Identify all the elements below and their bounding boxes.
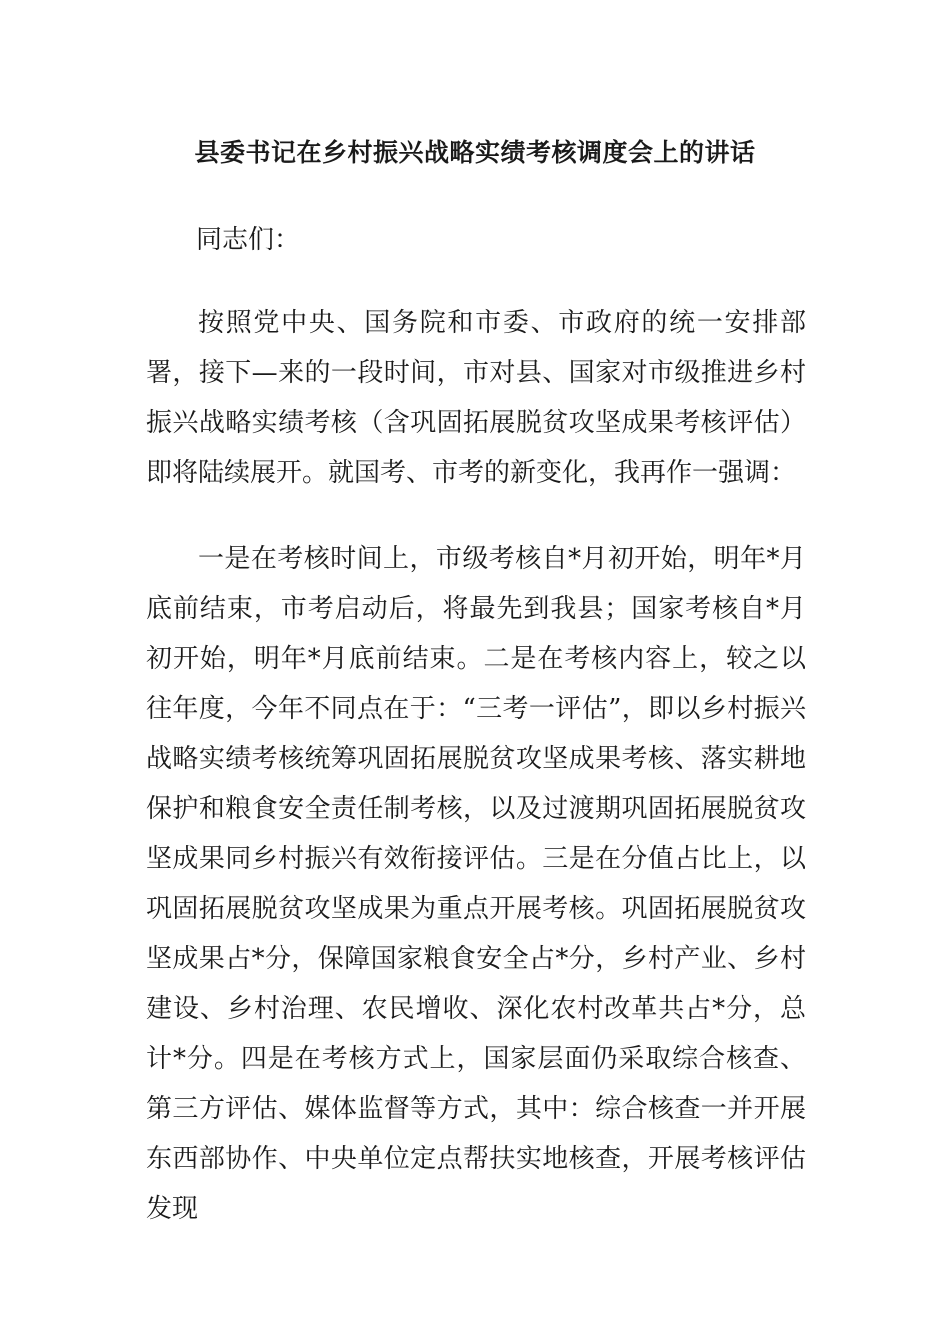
greeting: 同志们：: [196, 225, 301, 255]
paragraph-1: 按照党中央、国务院和市委、市政府的统一安排部署，接下—来的一段时间，市对县、国家对市级推进乡村振兴战略实绩考核（含巩固拓展脱贫攻坚成果考核评估）即将陆续展开。就国考、市考的新变化，我再作一强调：: [146, 308, 806, 488]
paragraph-2: 一是在考核时间上，市级考核自*月初开始，明年*月底前结束，市考启动后，将最先到我县；国家考核自*月初开始，明年*月底前结束。二是在考核内容上，较之以往年度，今年不同点在于：“三考一评估”，即以乡村振兴战略实绩考核统筹巩固拓展脱贫攻坚成果考核、落实耕地保护和粮食安全责任制考核，以及过渡期巩固拓展脱贫攻坚成果同乡村振兴有效衔接评估。三是在分值占比上，以巩固拓展脱贫攻坚成果为重点开展考核。巩固拓展脱贫攻坚成果占*分，保障国家粮食安全占*分，乡村产业、乡村建设、乡村治理、农民增收、深化农村改革共占*分，总计*分。四是在考核方式上，国家层面仍采取综合核查、第三方评估、媒体监督等方式，其中：综合核查一并开展东西部协作、中央单位定点帮扶实地核查，开展考核评估发现: [146, 544, 806, 1224]
document-title: 县委书记在乡村振兴战略实绩考核调度会上的讲话: [194, 138, 756, 167]
